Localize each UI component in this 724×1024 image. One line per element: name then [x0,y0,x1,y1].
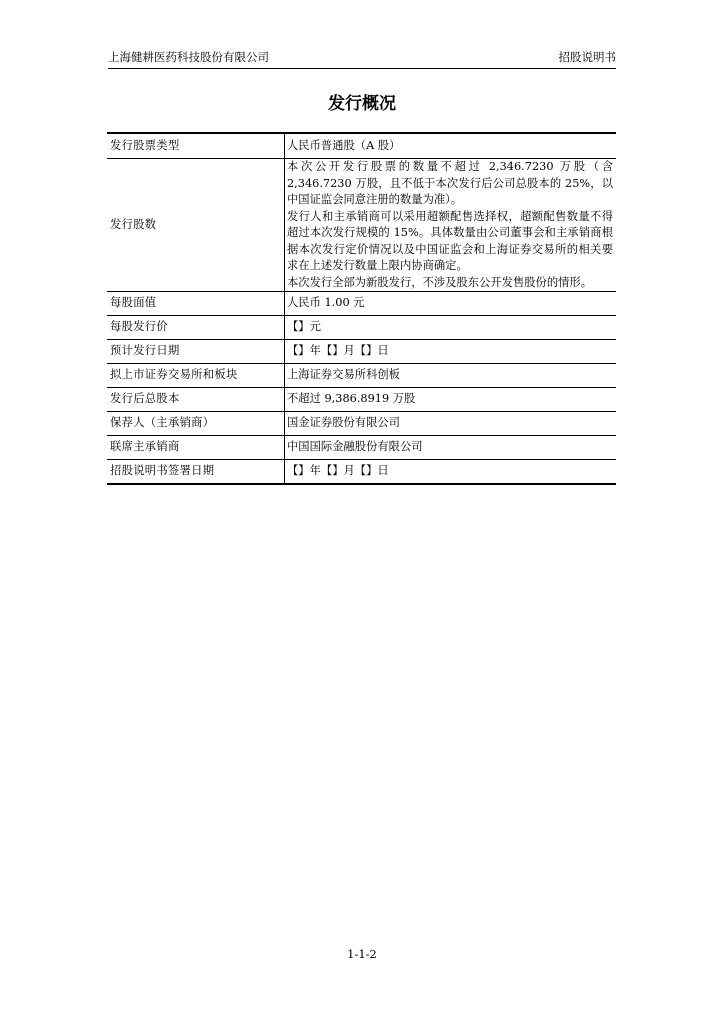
table-row [107,316,616,340]
row-label-signing-date: 招股说明书签署日期 [107,460,285,485]
row-value-total-shares: 不超过 9,386.8919 万股 [285,388,617,412]
table-row [107,292,616,316]
row-label-exchange: 拟上市证券交易所和板块 [107,364,285,388]
row-label-par-value: 每股面值 [107,292,285,316]
row-value-sponsor: 国金证券股份有限公司 [285,412,617,436]
page-title: 发行概况 [328,94,396,114]
share-count-paragraph-3: 本次发行全部为新股发行，不涉及股东公开发售股份的情形。 [287,275,593,289]
row-value-issue-price: 【】元 [285,316,617,340]
table-row [107,159,616,292]
row-label-issue-price: 每股发行价 [107,316,285,340]
row-label-co-underwriter: 联席主承销商 [107,436,285,460]
table-row [107,340,616,364]
table-row [107,412,616,436]
document-name: 招股说明书 [558,50,616,64]
share-count-paragraph-2: 发行人和主承销商可以采用超额配售选择权，超额配售数量不得超过本次发行规模的 15%。具体数量由公司董事会和主承销商根据本次发行定价情况以及中国证监会和上海证券交易所的相关要求在上述发行数量上限内协商确定。 [287,209,613,272]
row-label-total-shares: 发行后总股本 [107,388,285,412]
company-name: 上海健耕医药科技股份有限公司 [108,50,269,64]
row-label-stock-type: 发行股票类型 [107,133,285,159]
table-row [107,460,616,485]
row-label-issue-date: 预计发行日期 [107,340,285,364]
row-label-share-count: 发行股数 [107,159,285,292]
row-value-issue-date: 【】年【】月【】日 [285,340,617,364]
table-row [107,436,616,460]
table-row [107,133,616,159]
issuance-overview-table [107,132,616,485]
row-value-stock-type: 人民币普通股（A 股） [287,138,401,152]
table-row [107,364,616,388]
share-count-paragraph-1: 本次公开发行股票的数量不超过 2,346.7230 万股（含 2,346.7230 万股，且不低于本次发行后公司总股本的 25%，以中国证监会同意注册的数量为准）。 [287,160,613,206]
row-value-share-count [285,159,617,292]
page-header [108,50,616,69]
page-number: 1-1-2 [347,947,377,961]
row-value-signing-date: 【】年【】月【】日 [285,460,617,485]
row-value-exchange: 上海证券交易所科创板 [285,364,617,388]
row-value-co-underwriter: 中国国际金融股份有限公司 [285,436,617,460]
row-value-par-value: 人民币 1.00 元 [285,292,617,316]
row-label-sponsor: 保荐人（主承销商） [107,412,285,436]
table-row [107,388,616,412]
